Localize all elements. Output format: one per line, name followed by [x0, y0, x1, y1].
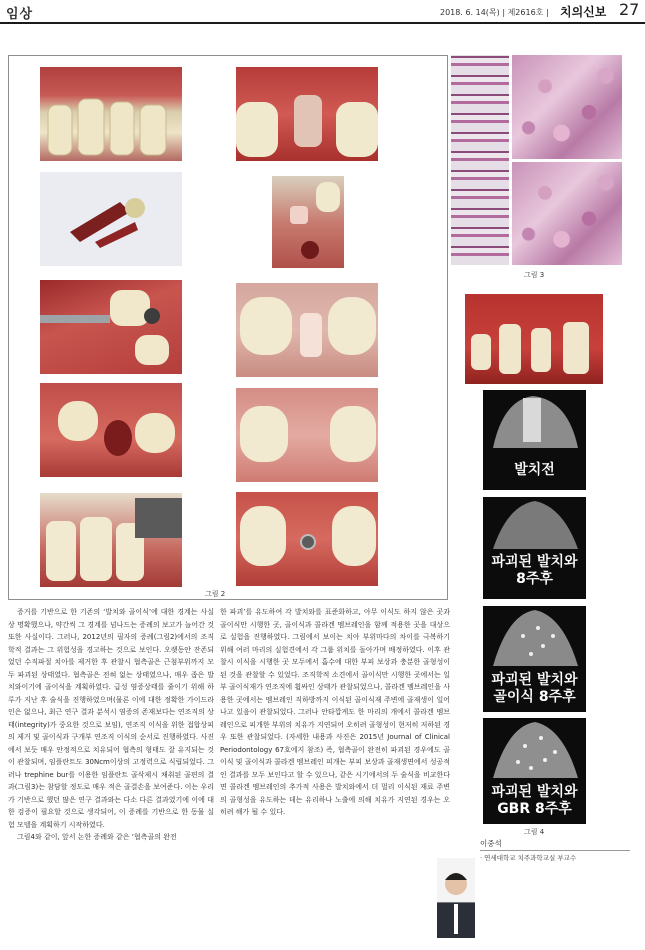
ct-label-graft-8w: 파괴된 발치와 골이식 8주후: [491, 672, 578, 705]
buccal-defect-illustration: [236, 67, 378, 161]
palatal-graft-photo: [272, 176, 344, 268]
author-affiliation: · 연세대학교 치주과학교실 부교수: [480, 854, 577, 862]
newspaper-name: 치의신보: [560, 5, 607, 19]
healing-illustration: [236, 283, 378, 377]
date-text: 2018. 6. 14(목): [440, 8, 500, 17]
histology-overview: [451, 55, 509, 265]
body-column-1: [8, 606, 214, 946]
author-portrait-illustration: [437, 858, 475, 938]
author-divider: [480, 850, 630, 851]
header-rule: [0, 22, 645, 24]
healing-photo: [236, 283, 378, 377]
incision-illustration: [40, 280, 182, 374]
healed-ridge-illustration: [236, 388, 378, 482]
paragraph: 그림4와 같이, 앞서 논한 증례와 같은 ‘협측골의 완전: [17, 833, 177, 841]
paragraph: 한 파괴’를 유도하여 각 발치와를 표준화하고, 아무 이식도 하지 않은 곳과 골이식만 시행한 곳, 골이식과 콜라겐 멤브레인을 함께 적용한 곳을 대상으로 실험을 진행하였다. 그림에서 보이는 치아 부위마다의 차이를 극복하기 위해 여러 마리의 실험견에서 각 그룹 위치를 돌아가며 배정하였다. 이후 관찰시 이식을 시행한 곳 모두에서 흡수에 대한 부피 보상과 충분한 골형성이 된 것을 관찰할 수 있었다. 조직학적 소견에서 골이식만 시행한 곳에서는 일부 골이식재가 연조직에 휩싸인 상태가 관찰되었으나, 콜라겐 멤브레인을 사용한 곳에서는 멤브레인 직하방까지 이식된 골이식재 주변에 골재생이 일어나고 있음이 관찰되었다. 그러나 안타깝게도 한 마리의 개에서 콜라겐 멤브레인으로 피개한 부위의 치유가 지연되어 오히려 골형성이 현저히 저하된 경우 또한 관찰되었다. (자세한 내용과 사진은 2015년 Journal of Clinical Periodontology 67호에지 참조) 즉, 협측골이 완전히 파괴된 경우에도 골이식 및 골이식과 콜라겐 멤브레인 피개는 부피 보상과 골재생면에서 성공적인 결과를 모두 보인다고 할 수 있으나, 같은 시기에서의 두 술식을 비교한다면 콜라겐 멤브레인의 추가적 사용은 발치와에서 더 멀리 이식된 재료 주변의 골형성을 유도하는 데는 유리하나 노출에 의해 치유가 지연된 경우는 오히려 해가 될 수 있다.: [220, 608, 450, 816]
ct-image-1: [483, 390, 586, 452]
palatal-graft-illustration: [272, 176, 344, 268]
ct-label-damaged-8w: 파괴된 발치와 8주후: [491, 554, 578, 587]
implant-illustration: [236, 492, 378, 586]
graft-photo: [40, 493, 182, 587]
ct-panel-gbr-8w: [483, 718, 586, 824]
body-column-2: [220, 606, 450, 946]
animal-model-photo: [465, 294, 603, 384]
figure-4-caption: 그림 4: [524, 828, 545, 836]
separator: |: [545, 8, 549, 17]
ct-image-4: [483, 718, 586, 780]
ct-panel-damaged-8w: [483, 497, 586, 599]
ct-image-2: [483, 497, 586, 551]
histology-detail-upper: [512, 55, 622, 159]
section-title: 임상: [6, 7, 34, 22]
figure-3-caption: 그림 3: [524, 271, 545, 279]
clinical-photo-teeth-initial: [40, 67, 182, 161]
separator: |: [502, 8, 506, 17]
issue-number: 제2616호: [507, 8, 544, 17]
buccal-defect-photo: [236, 67, 378, 161]
teeth-illustration: [40, 67, 182, 161]
author-name: 이중석: [480, 839, 502, 848]
socket-photo: [40, 383, 182, 477]
ct-panel-before-extraction: [483, 390, 586, 490]
ct-panel-graft-8w: [483, 606, 586, 712]
page-number: 27: [619, 0, 640, 19]
histology-detail-lower: [512, 162, 622, 265]
incision-photo: [40, 280, 182, 374]
healed-ridge-photo: [236, 388, 378, 482]
ct-label-before-extraction: 발치전: [514, 462, 555, 478]
graft-illustration: [40, 493, 182, 587]
ct-image-3: [483, 606, 586, 668]
animal-model-illustration: [465, 294, 603, 384]
author-portrait: [437, 858, 475, 938]
extracted-tooth-illustration: [40, 172, 182, 266]
paragraph: 증거를 기반으로 한 기존의 ‘발치와 골이식’에 대한 경계는 사실상 명확했으나, 약간씩 그 경계를 넘나드는 증례의 보고가 늘어간 것 또한 사실이다. 그러나, 2012년의 필자의 증례(그림2)에서의 조직학적 결과는 그 위험성을 경고하는 것으로 보인다. 오랫동안 잔존되었던 수직파절 치아를 제거한 후 관찰시 협측골은 근첨부위까지 모두 파괴된 상태였다. 협측골은 전혀 없는 상태였으나, 매우 좁은 발치와이기에 골이식을 계획하였다. 급성 염증상태를 줄이기 위해 하루가 지난 후 술식을 진행하였으며(물론 이에 대한 정확한 가이드라인은 없으나, 최근 연구 결과 분석시 염증의 존재보다는 연조직의 상태(integrity)가 중요한 것으로 보임), 연조직 이식을 위한 접합상피의 제거 및 골이식과 구개부 연조직 이식의 순서로 진행하였다. 사진에서 보듯 매우 안정적으로 치유되어 협측의 형태도 잘 유지되는 것이 관찰되며, 임플란트도 30Ncm이상의 고정력으로 식립되었다. 그러나 trephine bur를 이용한 임플란트 골삭제시 채취된 골편의 결과(그림3)는 참담할 정도로 매우 적은 골결손을 보여준다. 이는 우리가 기반으로 했던 많은 연구 결과와는 다소 다른 결과였기에 이에 대한 검증이 필요할 것으로 생각되어, 이 증례를 기반으로 한 동물 실험 모델을 계획하기 시작하였다.: [8, 608, 214, 829]
ct-label-gbr-8w: 파괴된 발치와 GBR 8주후: [491, 784, 578, 817]
issue-date: [440, 7, 549, 18]
figure-2-caption: 그림 2: [205, 590, 226, 598]
extracted-tooth-photo: [40, 172, 182, 266]
socket-illustration: [40, 383, 182, 477]
implant-placement-photo: [236, 492, 378, 586]
